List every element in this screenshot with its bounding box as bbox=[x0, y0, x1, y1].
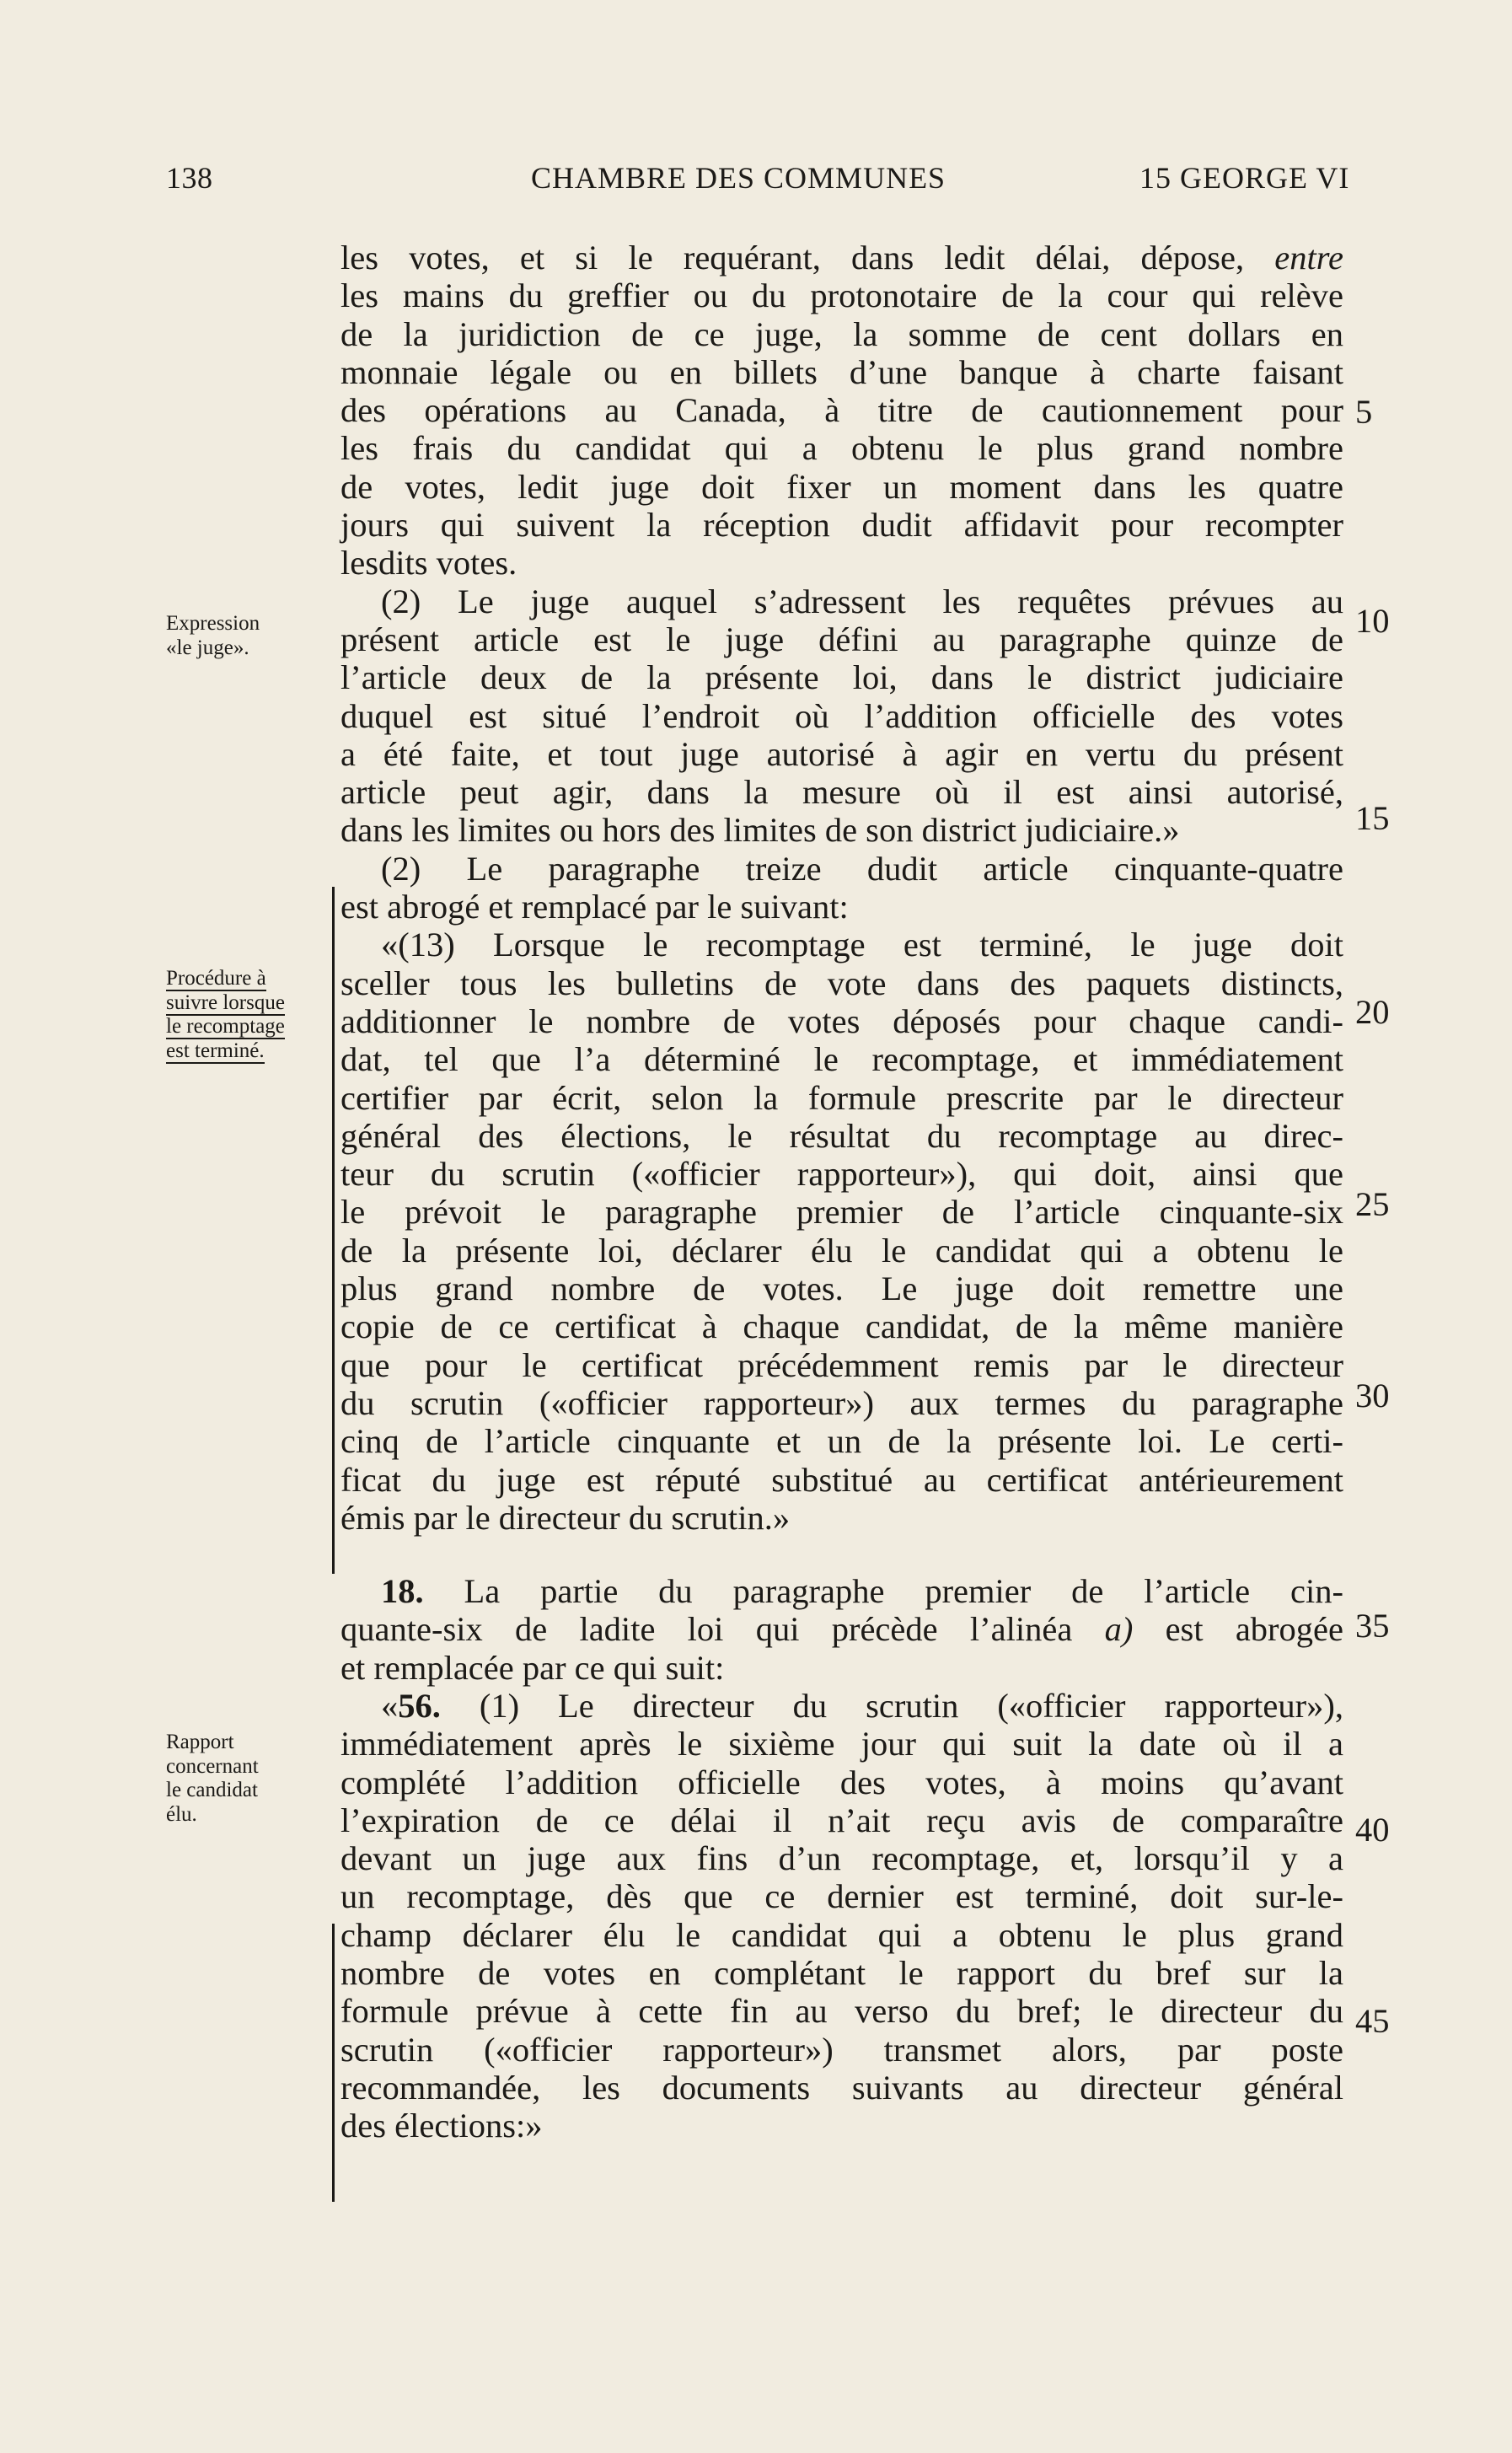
text-line: recommandée, les documents suivants au directeur général bbox=[340, 2068, 1343, 2107]
text-line: additionner le nombre de votes déposés pour chaque candi- bbox=[340, 1001, 1343, 1040]
text-line: scrutin («officier rapporteur») transmet alors, par poste bbox=[340, 2030, 1343, 2069]
text-line: complété l’addition officielle des votes, à moins qu’avant bbox=[340, 1763, 1343, 1801]
margin-note-procedure bbox=[166, 967, 343, 1063]
text-line: certifier par écrit, selon la formule prescrite par le directeur bbox=[340, 1078, 1343, 1117]
line-number: 10 bbox=[1355, 602, 1390, 640]
text-line: le prévoit le paragraphe premier de l’article cinquante-six bbox=[340, 1193, 1343, 1232]
margin-note-line: élu. bbox=[166, 1802, 197, 1826]
text-line: de la présente loi, déclarer élu le candidat qui a obtenu le bbox=[340, 1231, 1343, 1269]
revision-bar bbox=[332, 1924, 335, 2202]
text-line: «(13) Lorsque le recomptage est terminé, le juge doit bbox=[381, 926, 1343, 964]
section-number: 18. bbox=[381, 1572, 424, 1611]
text-line: du scrutin («officier rapporteur») aux termes du paragraphe bbox=[340, 1383, 1343, 1422]
text-line: émis par le directeur du scrutin.» bbox=[340, 1498, 791, 1537]
text-line: «56. (1) Le directeur du scrutin («officier rapporteur»), bbox=[381, 1686, 1343, 1725]
line-number: 45 bbox=[1355, 2002, 1390, 2040]
text-line: a été faite, et tout juge autorisé à agir en vertu du présent bbox=[340, 734, 1343, 773]
text-line: plus grand nombre de votes. Le juge doit remettre une bbox=[340, 1269, 1343, 1308]
text-line: les frais du candidat qui a obtenu le plus grand nombre bbox=[340, 429, 1343, 468]
margin-note-expression bbox=[166, 612, 343, 660]
text-line: 18. La partie du paragraphe premier de l’article cin- bbox=[381, 1572, 1343, 1611]
margin-note-line: concernant bbox=[166, 1754, 259, 1778]
line-number: 15 bbox=[1355, 799, 1390, 837]
page-number: 138 bbox=[166, 161, 213, 195]
line-number: 5 bbox=[1355, 393, 1373, 431]
line-number: 35 bbox=[1355, 1607, 1390, 1645]
text-line: devant un juge aux fins d’un recomptage, et, lorsqu’il y a bbox=[340, 1839, 1343, 1878]
text-line: dat, tel que l’a déterminé le recomptage, et immédiatement bbox=[340, 1040, 1343, 1079]
text-line: un recomptage, dès que ce dernier est terminé, doit sur-le- bbox=[340, 1877, 1343, 1916]
text-line: ficat du juge est réputé substitué au certificat antérieurement bbox=[340, 1460, 1343, 1499]
margin-note-line: est terminé. bbox=[166, 1039, 265, 1062]
text-line: des élections:» bbox=[340, 2107, 543, 2145]
text-line: monnaie légale ou en billets d’une banque à charte faisant bbox=[340, 352, 1343, 391]
section-gap bbox=[340, 1537, 1343, 1572]
text-line: les mains du greffier ou du protonotaire de la cour qui relève bbox=[340, 276, 1343, 315]
margin-note-line: Expression bbox=[166, 612, 260, 635]
page-header bbox=[0, 160, 1512, 202]
text-line: général des élections, le résultat du recomptage au direc- bbox=[340, 1116, 1343, 1155]
revision-bar bbox=[332, 887, 335, 1574]
text-line: l’expiration de ce délai il n’ait reçu avis de comparaître bbox=[340, 1801, 1343, 1839]
margin-note-rapport bbox=[166, 1731, 343, 1827]
text-line: présent article est le juge défini au paragraphe quinze de bbox=[340, 620, 1343, 658]
body-text bbox=[340, 239, 1343, 2145]
running-title: CHAMBRE DES COMMUNES bbox=[531, 161, 946, 195]
margin-note-line: suivre lorsque bbox=[166, 990, 285, 1014]
line-number: 25 bbox=[1355, 1185, 1390, 1223]
text-line: de votes, ledit juge doit fixer un moment dans les quatre bbox=[340, 467, 1343, 506]
text-line: de la juridiction de ce juge, la somme de cent dollars en bbox=[340, 314, 1343, 353]
text-line: quante-six de ladite loi qui précède l’alinéa a) est abrogée bbox=[340, 1610, 1343, 1649]
text-line: est abrogé et remplacé par le suivant: bbox=[340, 888, 849, 926]
margin-note-line: «le juge». bbox=[166, 636, 249, 659]
regnal-year: 15 GEORGE VI bbox=[1139, 161, 1350, 195]
line-number: 30 bbox=[1355, 1377, 1390, 1414]
text-line: champ déclarer élu le candidat qui a obtenu le plus grand bbox=[340, 1915, 1343, 1954]
text-line: duquel est situé l’endroit où l’addition officielle des votes bbox=[340, 696, 1343, 735]
text-line: lesdits votes. bbox=[340, 544, 517, 582]
margin-note-line: le candidat bbox=[166, 1779, 258, 1801]
text-line: (2) Le juge auquel s’adressent les requêtes prévues au bbox=[381, 582, 1343, 620]
line-number: 20 bbox=[1355, 993, 1390, 1031]
text-line: que pour le certificat précédemment remis par le directeur bbox=[340, 1345, 1343, 1384]
text-line: article peut agir, dans la mesure où il est ainsi autorisé, bbox=[340, 773, 1343, 812]
text-line: nombre de votes en complétant le rapport du bref sur la bbox=[340, 1954, 1343, 1993]
text-line: (2) Le paragraphe treize dudit article cinquante-quatre bbox=[381, 849, 1343, 888]
text-line: copie de ce certificat à chaque candidat, de la même manière bbox=[340, 1307, 1343, 1346]
text-line: l’article deux de la présente loi, dans le district judiciaire bbox=[340, 658, 1343, 697]
text-line: cinq de l’article cinquante et un de la présente loi. Le certi- bbox=[340, 1422, 1343, 1461]
text-line: les votes, et si le requérant, dans ledit délai, dépose, entre bbox=[340, 239, 1343, 276]
text-line: immédiatement après le sixième jour qui suit la date où il a bbox=[340, 1725, 1343, 1763]
line-number: 40 bbox=[1355, 1811, 1390, 1849]
text-line: formule prévue à cette fin au verso du bref; le directeur du bbox=[340, 1992, 1343, 2031]
text-line: des opérations au Canada, à titre de cautionnement pour bbox=[340, 391, 1343, 430]
text-line: et remplacée par ce qui suit: bbox=[340, 1648, 725, 1687]
margin-note-line: Rapport bbox=[166, 1731, 234, 1753]
text-line: dans les limites ou hors des limites de son district judiciaire.» bbox=[340, 811, 1180, 850]
text-line: sceller tous les bulletins de vote dans des paquets distincts, bbox=[340, 963, 1343, 1002]
margin-note-line: Procédure à bbox=[166, 967, 266, 990]
text-line: teur du scrutin («officier rapporteur»), qui doit, ainsi que bbox=[340, 1155, 1343, 1194]
margin-note-line: le recomptage bbox=[166, 1015, 285, 1038]
text-line: jours qui suivent la réception dudit affidavit pour recompter bbox=[340, 506, 1343, 545]
